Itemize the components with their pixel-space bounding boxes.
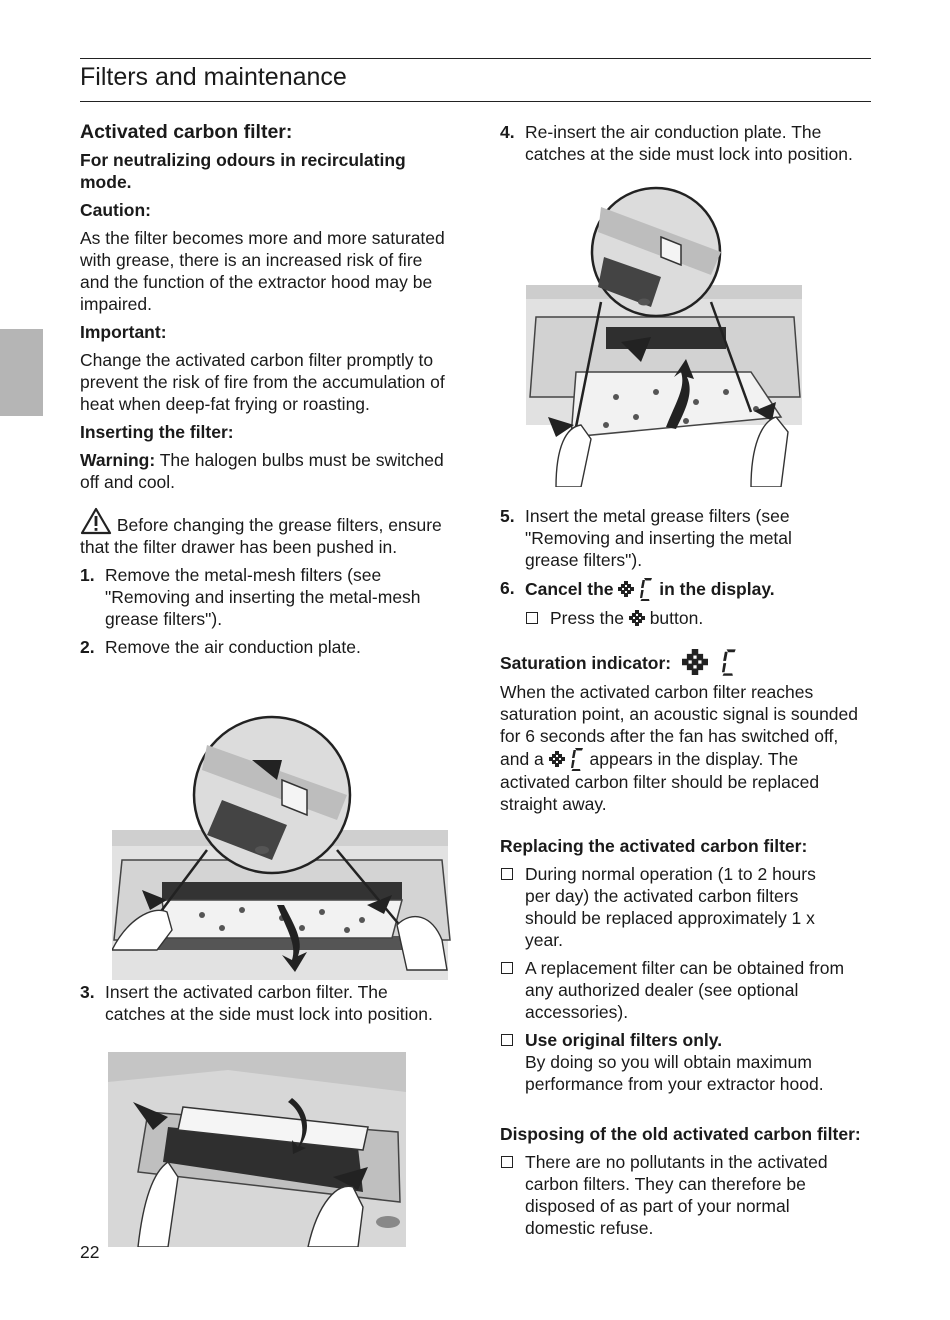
page-number: 22 (80, 1242, 100, 1262)
saturation-text-2: appears in the display. The activated carbon filter should be replaced straight away. (500, 749, 820, 814)
reinsert-plate-illustration (526, 177, 804, 487)
fan-dots-icon (549, 751, 565, 767)
step-number: 2. (80, 637, 95, 657)
step-text (525, 577, 775, 601)
bullet-text: There are no pollutants in the activated carbon filters. They can therefore be disposed of as part of your normal domestic refuse. (525, 1152, 828, 1238)
step-3 (80, 981, 440, 1025)
top-rule (80, 58, 871, 59)
replacing-heading: Replacing the activated carbon filter: (500, 836, 808, 856)
fan-dots-icon (629, 610, 645, 626)
caution-text: As the filter becomes more and more saturated with grease, there is an increased risk of fire and the function of the extractor hood may be impaired. (80, 228, 445, 314)
remove-plate-illustration (112, 700, 452, 980)
page-title: Filters and maintenance (80, 63, 347, 91)
important-text: Change the activated carbon filter promptly to prevent the risk of fire from the accumulation of heat when deep-fat frying or roasting. (80, 350, 445, 414)
step-4 (500, 121, 870, 165)
disposing-bullet (500, 1151, 870, 1239)
left-column (80, 121, 455, 658)
header-rule (80, 101, 871, 102)
right-column-main (500, 505, 870, 1239)
step-text: Remove the metal-mesh filters (see "Removing and inserting the metal-mesh grease filters"). (105, 565, 421, 629)
replacing-bullet-2 (500, 957, 870, 1023)
fan-dots-icon (618, 581, 634, 597)
display-c-icon (640, 577, 654, 601)
step-text: Insert the activated carbon filter. The catches at the side must lock into position. (105, 982, 433, 1024)
step-6-post: in the display. (659, 579, 775, 599)
step-text: Re-insert the air conduction plate. The catches at the side must lock into position. (525, 122, 853, 164)
right-column-top (500, 121, 870, 165)
warning-triangle-icon (80, 507, 112, 535)
checkbox-bullet-icon (500, 957, 525, 1023)
replacing-bullet-1 (500, 863, 870, 951)
step-6-bullet (525, 607, 870, 629)
subheading: For neutralizing odours in recirculating mode. (80, 150, 406, 192)
step-6-pre: Cancel the (525, 579, 614, 599)
disposing-heading: Disposing of the old activated carbon filter: (500, 1124, 861, 1144)
saturation-text-1: When the activated carbon filter reaches saturation point, an acoustic signal is sounded for 6 seconds after the fan has switched off, and a (500, 682, 859, 769)
display-c-icon (571, 747, 585, 771)
step-number: 1. (80, 565, 95, 585)
step-number: 4. (500, 122, 515, 142)
step-2 (80, 636, 455, 658)
section-tab (0, 329, 43, 416)
insert-carbon-filter-illustration (108, 1052, 408, 1247)
carbon-filter-heading: Activated carbon filter: (80, 121, 293, 143)
press-pre: Press the (550, 608, 624, 628)
step-text: Insert the metal grease filters (see "Removing and inserting the metal grease filters"). (525, 506, 792, 570)
warning-text: The halogen bulbs must be switched off and cool. (80, 450, 444, 492)
step-number: 5. (500, 506, 515, 526)
checkbox-bullet-icon (500, 1029, 525, 1095)
saturation-text (500, 681, 870, 815)
checkbox-bullet-icon (500, 1151, 525, 1239)
display-c-icon (722, 647, 738, 677)
before-paragraph (80, 507, 455, 558)
warning-paragraph (80, 449, 455, 493)
original-filters-bullet (500, 1029, 870, 1095)
bullet-text: During normal operation (1 to 2 hours per day) the activated carbon filters should be replaced approximately 1 x year. (525, 864, 816, 950)
before-text: Before changing the grease filters, ensure that the filter drawer has been pushed in. (80, 515, 442, 557)
step-1 (80, 564, 455, 630)
saturation-label: Saturation indicator: (500, 653, 672, 673)
checkbox-bullet-icon (525, 607, 550, 629)
inserting-heading: Inserting the filter: (80, 422, 234, 442)
press-post: button. (649, 608, 704, 628)
checkbox-bullet-icon (500, 863, 525, 951)
step-6 (500, 577, 870, 601)
saturation-label-row (500, 647, 870, 677)
warning-label: Warning: (80, 450, 156, 470)
step-5 (500, 505, 870, 571)
original-text: By doing so you will obtain maximum performance from your extractor hood. (525, 1052, 824, 1094)
original-bold: Use original filters only. (525, 1030, 723, 1050)
bullet-text: A replacement filter can be obtained from any authorized dealer (see optional accessories). (525, 958, 845, 1022)
fan-dots-icon (682, 649, 708, 675)
step-number: 6. (500, 578, 515, 598)
step-text: Remove the air conduction plate. (105, 637, 361, 657)
important-label: Important: (80, 322, 167, 342)
caution-label: Caution: (80, 200, 151, 220)
step-number: 3. (80, 982, 95, 1002)
